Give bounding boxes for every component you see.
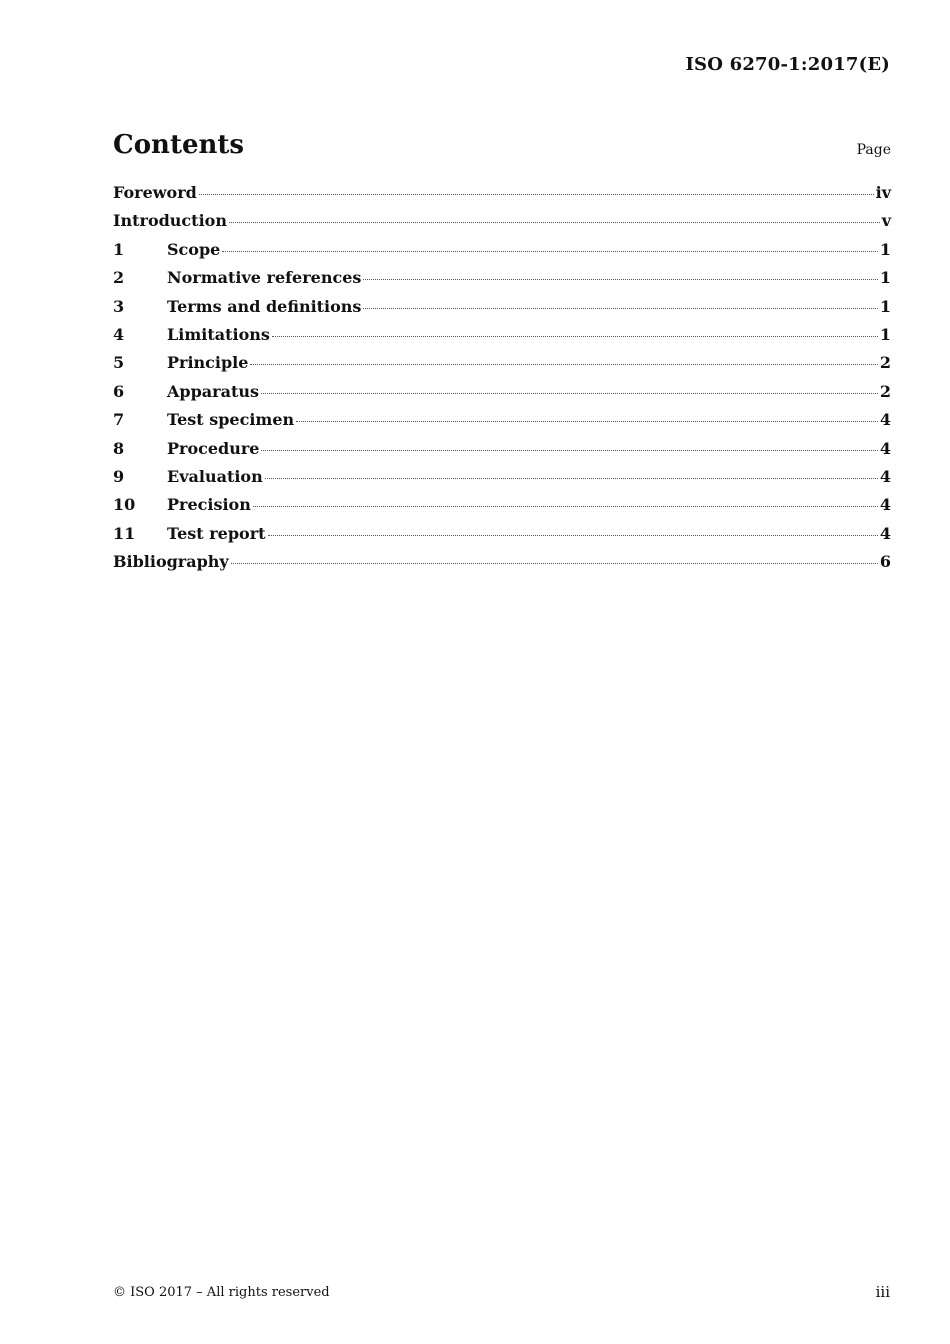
toc-entry-label[interactable]: Test report	[167, 523, 266, 543]
toc-entry-number: 8	[113, 438, 125, 458]
toc-entry-page[interactable]: 4	[879, 523, 891, 543]
dot-leader	[268, 535, 878, 536]
toc-entry[interactable]	[113, 552, 891, 580]
toc-entry-page[interactable]: v	[881, 211, 891, 231]
toc-entry-page[interactable]: 2	[879, 381, 891, 401]
toc-entry-label[interactable]: Scope	[167, 239, 221, 259]
dot-leader	[261, 393, 878, 394]
table-of-contents	[113, 183, 891, 580]
toc-entry-page[interactable]: 1	[879, 239, 891, 259]
toc-entry-page[interactable]: 1	[879, 268, 891, 288]
toc-entry-label[interactable]: Terms and definitions	[167, 296, 362, 316]
dot-leader	[253, 506, 878, 507]
toc-entry-number: 9	[113, 466, 125, 486]
toc-entry-number: 3	[113, 296, 125, 316]
toc-entry-label[interactable]: Test specimen	[167, 410, 295, 430]
toc-entry-label[interactable]: Bibliography	[113, 552, 229, 572]
toc-entry-page[interactable]: 1	[879, 296, 891, 316]
toc-entry-number: 11	[113, 523, 136, 543]
toc-entry-number: 2	[113, 268, 125, 288]
page-number: iii	[875, 1283, 890, 1301]
toc-entry-page[interactable]: 6	[879, 552, 891, 572]
toc-entry-page[interactable]: 1	[879, 324, 891, 344]
dot-leader	[265, 478, 878, 479]
toc-entry[interactable]	[113, 410, 891, 438]
document-id: ISO 6270-1:2017(E)	[685, 54, 890, 75]
toc-entry-page[interactable]: 4	[879, 438, 891, 458]
dot-leader	[222, 251, 878, 252]
toc-entry-label[interactable]: Introduction	[113, 211, 227, 231]
toc-entry-number: 1	[113, 239, 125, 259]
toc-entry[interactable]	[113, 211, 891, 239]
toc-entry[interactable]	[113, 240, 891, 268]
dot-leader	[229, 222, 880, 223]
dot-leader	[296, 421, 878, 422]
toc-entry-page[interactable]: iv	[875, 183, 891, 202]
toc-entry[interactable]	[113, 439, 891, 467]
page-column-label: Page	[856, 142, 891, 158]
dot-leader	[363, 308, 877, 309]
toc-entry[interactable]	[113, 268, 891, 296]
toc-entry-number: 10	[113, 495, 136, 515]
dot-leader	[199, 194, 874, 195]
toc-entry[interactable]	[113, 297, 891, 325]
toc-entry-label[interactable]: Precision	[167, 495, 251, 515]
dot-leader	[231, 563, 878, 564]
toc-entry-page[interactable]: 4	[879, 410, 891, 430]
toc-entry-label[interactable]: Procedure	[167, 438, 260, 458]
dot-leader	[261, 450, 877, 451]
toc-entry-page[interactable]: 2	[879, 353, 891, 373]
dot-leader	[363, 279, 877, 280]
toc-entry-label[interactable]: Evaluation	[167, 466, 263, 486]
toc-entry-label[interactable]: Limitations	[167, 324, 270, 344]
toc-entry-label[interactable]: Principle	[167, 353, 249, 373]
toc-entry[interactable]	[113, 467, 891, 495]
toc-entry[interactable]	[113, 524, 891, 552]
toc-entry-page[interactable]: 4	[879, 495, 891, 515]
toc-entry[interactable]	[113, 325, 891, 353]
toc-entry-label[interactable]: Apparatus	[167, 381, 259, 401]
toc-entry[interactable]	[113, 382, 891, 410]
toc-entry-number: 6	[113, 381, 125, 401]
toc-entry[interactable]	[113, 495, 891, 523]
toc-header	[113, 130, 891, 166]
toc-entry-number: 5	[113, 353, 125, 373]
toc-entry-label[interactable]: Normative references	[167, 268, 362, 288]
toc-entry-label[interactable]: Foreword	[113, 183, 197, 202]
toc-entry[interactable]	[113, 183, 891, 211]
toc-entry[interactable]	[113, 353, 891, 381]
page-title: Contents	[113, 130, 245, 160]
dot-leader	[250, 364, 877, 365]
copyright-notice: © ISO 2017 – All rights reserved	[113, 1285, 330, 1300]
toc-entry-number: 7	[113, 410, 125, 430]
toc-entry-page[interactable]: 4	[879, 466, 891, 486]
dot-leader	[272, 336, 878, 337]
toc-entry-number: 4	[113, 324, 125, 344]
